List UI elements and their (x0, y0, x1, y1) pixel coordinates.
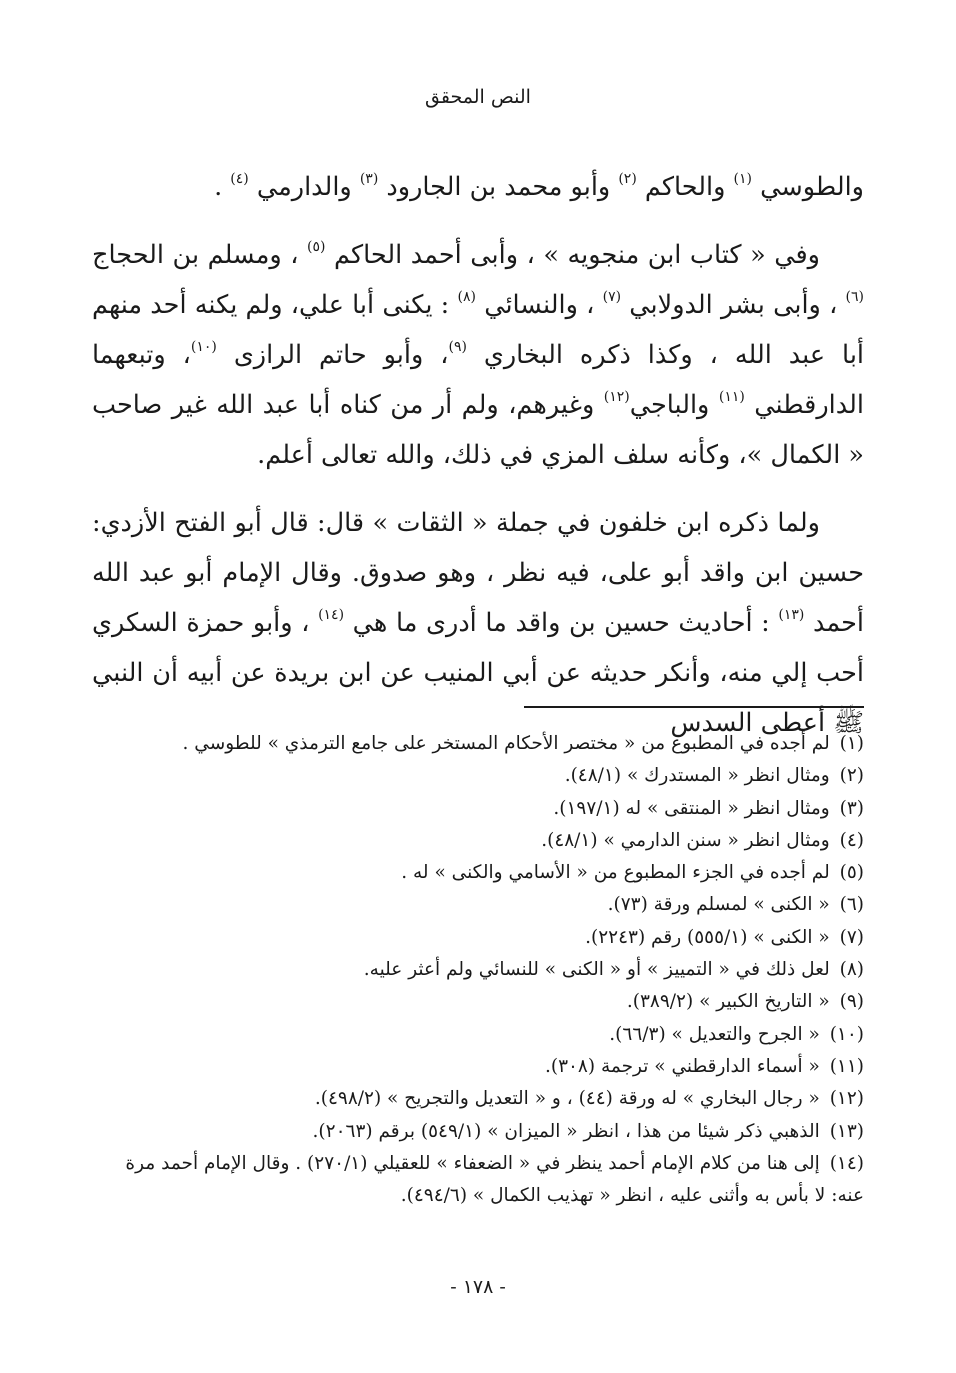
footnote (92, 986, 864, 1018)
footnote-ref: (١٠) (190, 339, 217, 355)
footnote-text: لم أجده في الجزء المطبوع من « الأسامي والكنى » له . (401, 862, 830, 884)
footnote (92, 1083, 864, 1115)
paragraph: وفي « كتاب ابن منجويه » ، وأبى أحمد الحاكم $^{(٥)}$ ، ومسلم بن الحجاج $^{(٦)}$ ، وأبى بشر الدولابي $^{(٧)}$ ، والنسائي $^{(٨)}$ : يكنى أبا علي، ولم يكنه أحد منهم أبا عبد الله ، وكذا ذكره البخاري $^{(٩)}$، وأبو حاتم الرازى $^{(١٠)}$، وتبعهما الدارقطني $^{(١١)}$ والباجي$^{(١٢)}$ وغيرهم، ولم أر من كناه أبا عبد الله غير صاحب « الكمال »، وكأنه سلف المزي في ذلك، والله تعالى أعلم. (92, 239, 864, 470)
footnote (92, 825, 864, 857)
footnote-text: الذهبي ذكر شيئا من هذا ، انظر « الميزان » (٥٤٩/١) برقم (٢٠٦٣). (312, 1120, 820, 1142)
footnote-number: (٣) (839, 797, 864, 819)
footnote (92, 793, 864, 825)
footnote-text: لعل ذلك في « التمييز » أو « الكنى » للنسائي ولم أعثر عليه. (363, 959, 830, 981)
footnote-ref: (١٤) (318, 607, 345, 623)
footnote (92, 857, 864, 889)
footnote-ref: (٨) (457, 289, 476, 305)
footnote-number: (٦) (839, 894, 864, 916)
footnote-ref: (١٣) (778, 607, 805, 623)
footnote (92, 1148, 864, 1213)
footnote-number: (٩) (839, 991, 864, 1013)
footnote (92, 922, 864, 954)
footnote-text: لم أجده في المطبوع من « مختصر الأحكام المستخر على جامع الترمذي » للطوسي . (182, 733, 830, 754)
footnote-text: « الكنى » لمسلم ورقة (٧٣). (607, 894, 830, 916)
footnote (92, 954, 864, 986)
footnote-number: (٤) (839, 829, 864, 851)
footnote-ref: (١١) (718, 389, 745, 405)
paragraph: والطوسي $^{(١)}$ والحاكم $^{(٢)}$ وأبو محمد بن الجارود $^{(٣)}$ والدارمي $^{(٤)}$ . (214, 171, 864, 202)
footnote-ref: (٣) (359, 171, 379, 187)
footnote-text: ومثال انظر « المنتقى » له (١٩٧/١). (553, 797, 830, 819)
footnote-text: « الكنى » (٥٥٥/١) رقم (٢٢٤٣). (585, 926, 830, 948)
footnote (92, 760, 864, 792)
footnote-ref: (٢) (618, 171, 637, 187)
footnote-number: (١٠) (829, 1023, 864, 1045)
footnote-ref: (١) (733, 171, 752, 187)
footnote-number: (١٤) (829, 1152, 864, 1174)
footnote-text: ومثال انظر « سنن الدارمي » (٤٨/١). (541, 829, 830, 851)
footnote-number: (١) (839, 733, 864, 754)
footnote-text: إلى هنا من كلام الإمام أحمد ينظر في « الضعفاء » للعقيلي (٢٧٠/١) . وقال الإمام أحمد مرة عنه: لا بأس به وأثنى عليه ، انظر « تهذيب الكمال » (٤٩٤/٦). (125, 1152, 864, 1207)
page-number: - ١٧٨ - (450, 1276, 506, 1298)
footnote-number: (١٢) (829, 1088, 864, 1110)
footnote-number: (٧) (839, 926, 864, 948)
running-header: النص المحقق (425, 86, 531, 108)
footnote-ref: (٩) (448, 339, 467, 355)
footnote-divider (524, 706, 864, 708)
footnote-ref: (٧) (602, 289, 622, 305)
footnote-number: (١١) (829, 1055, 864, 1077)
footnote-text: ومثال انظر « المستدرك » (٤٨/١). (564, 765, 830, 787)
main-text (92, 162, 864, 766)
footnote-text: « التاريخ الكبير » (٣٨٩/٢). (626, 991, 830, 1013)
footnote-text: « الجرح والتعديل » (٦٦/٣). (609, 1023, 820, 1045)
footnote (92, 1051, 864, 1083)
footnote-number: (١٣) (829, 1120, 864, 1142)
paragraph: ولما ذكره ابن خلفون في جملة « الثقات » قال: قال أبو الفتح الأزدي: حسين ابن واقد أبو على، فيه نظر ، وهو صدوق. وقال الإمام أبو عبد الله أحمد $^{(١٣)}$ : أحاديث حسين بن واقد ما أدرى ما هي $^{(١٤)}$ ، وأبو حمزة السكري أحب إلي منه، وأنكر حديثه عن أبي المنيب عن ابن بريدة عن أبيه أن النبي ﷺ أعطى السدس (92, 508, 864, 738)
footnote (92, 889, 864, 921)
footnote-number: (٨) (839, 959, 864, 981)
footnote-ref: (٥) (307, 239, 326, 255)
footnote (92, 1116, 864, 1148)
footnote-number: (٢) (839, 765, 864, 787)
footnotes-list (92, 728, 864, 1212)
footnote (92, 728, 864, 760)
footnote-number: (٥) (839, 862, 864, 884)
footnote-ref: (٤) (230, 171, 249, 187)
footnote-ref: (٦) (845, 289, 864, 305)
footnote-text: « رجال البخاري » له ورقة (٤٤) ، و « التعديل والتجريح » (٤٩٨/٢). (314, 1088, 820, 1110)
footnote-ref: (١٢) (603, 389, 630, 405)
footnote-text: « أسماء الدارقطني » ترجمة (٣٠٨). (544, 1055, 820, 1077)
footnote (92, 1019, 864, 1051)
